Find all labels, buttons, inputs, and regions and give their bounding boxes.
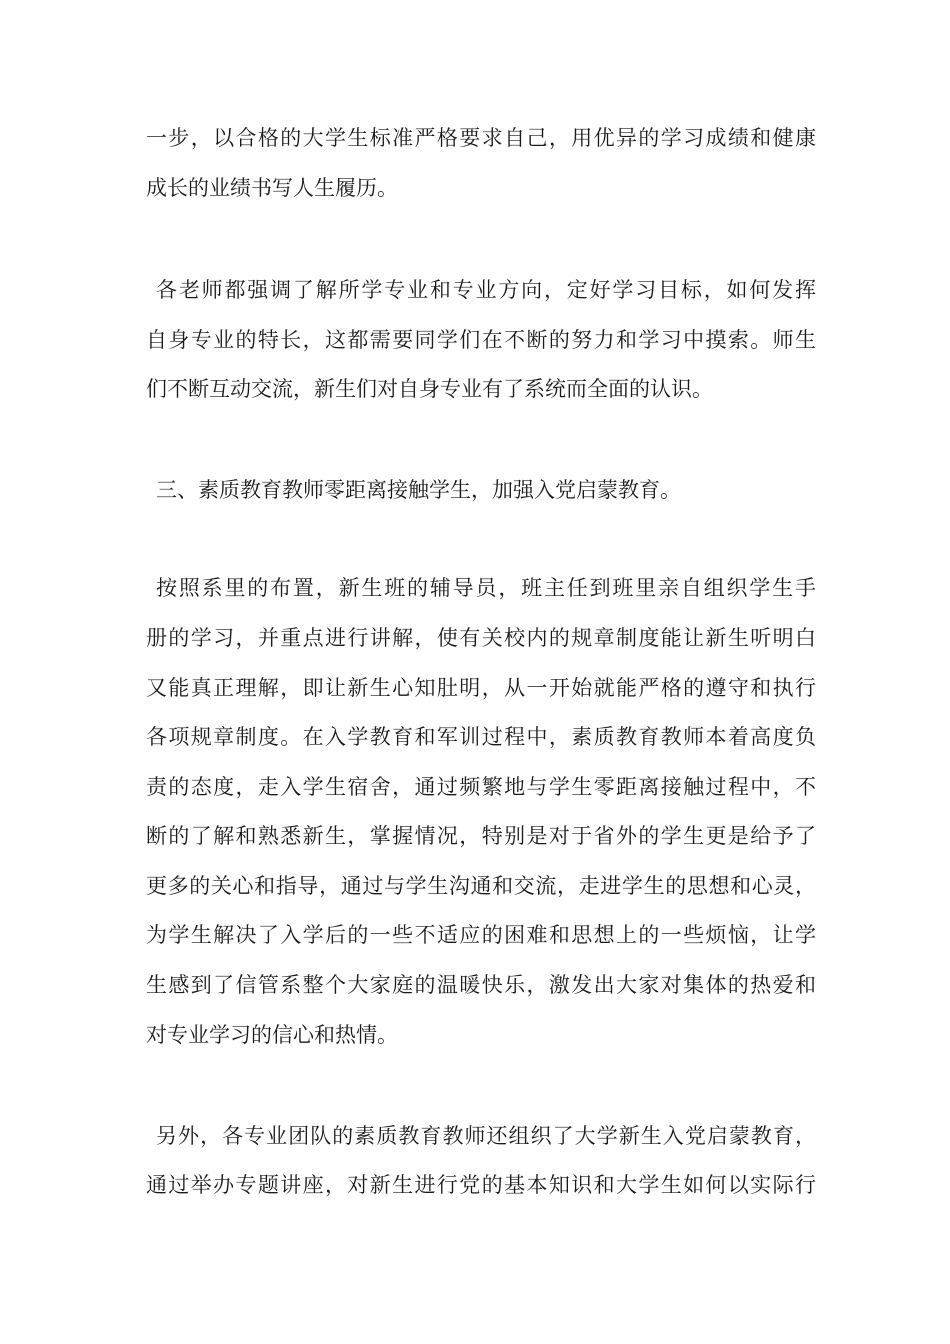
text-line: 自身专业的特长，这都需要同学们在不断的努力和学习中摸索。师生 — [146, 328, 816, 352]
section-heading: 三、素质教育教师零距离接触学生，加强入党启蒙教育。 — [156, 478, 681, 502]
text-line: 更多的关心和指导，通过与学生沟通和交流，走进学生的思想和心灵， — [146, 874, 816, 898]
text-line: 一步，以合格的大学生标准严格要求自己，用优异的学习成绩和健康 — [146, 126, 816, 150]
text-line: 册的学习，并重点进行讲解，使有关校内的规章制度能让新生听明白 — [146, 626, 816, 650]
text-line: 各项规章制度。在入学教育和军训过程中，素质教育教师本着高度负 — [146, 725, 816, 749]
text-line: 为学生解决了入学后的一些不适应的困难和思想上的一些烦恼，让学 — [146, 923, 816, 947]
text-line: 责的态度，走入学生宿舍，通过频繁地与学生零距离接触过程中，不 — [146, 775, 816, 799]
text-line: 成长的业绩书写人生履历。 — [146, 176, 398, 200]
text-line: 对专业学习的信心和热情。 — [146, 1023, 398, 1047]
text-line: 又能真正理解，即让新生心知肚明，从一开始就能严格的遵守和执行 — [146, 676, 816, 700]
text-line: 生感到了信管系整个大家庭的温暖快乐，激发出大家对集体的热爱和 — [146, 973, 816, 997]
text-line: 通过举办专题讲座，对新生进行党的基本知识和大学生如何以实际行 — [146, 1173, 816, 1197]
text-line: 按照系里的布置，新生班的辅导员，班主任到班里亲自组织学生手 — [156, 576, 816, 600]
text-line: 断的了解和熟悉新生，掌握情况，特别是对于省外的学生更是给予了 — [146, 824, 816, 848]
text-line: 们不断互动交流，新生们对自身专业有了系统而全面的认识。 — [146, 377, 713, 401]
text-line: 另外，各专业团队的素质教育教师还组织了大学新生入党启蒙教育， — [156, 1124, 816, 1148]
text-line: 各老师都强调了解所学专业和专业方向，定好学习目标，如何发挥 — [156, 278, 816, 302]
